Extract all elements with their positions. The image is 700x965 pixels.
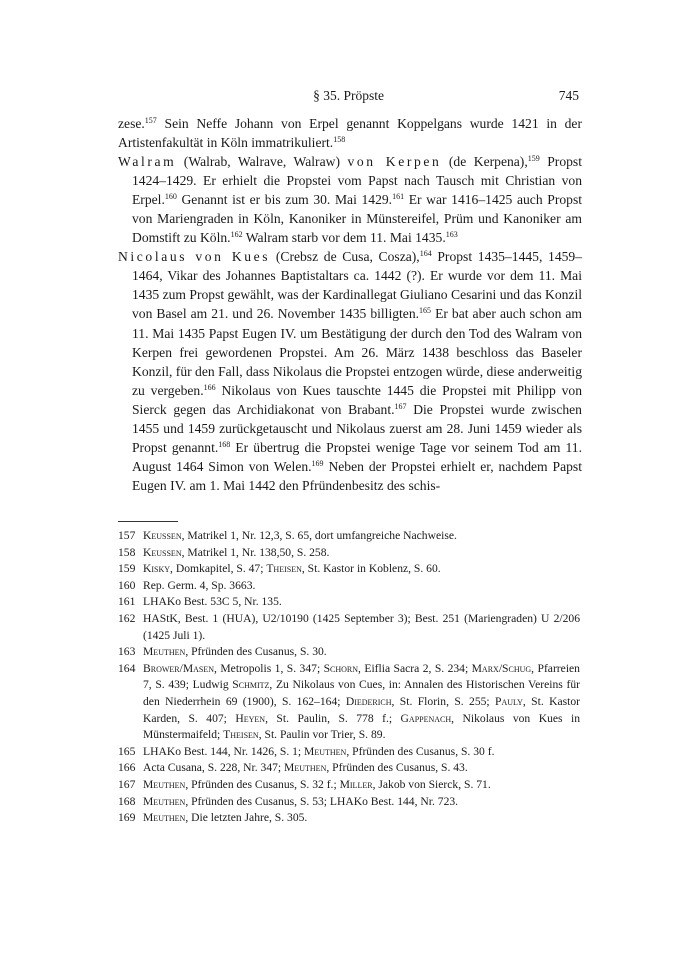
- paragraph-continuation: zese.$^{157}$ Sein Neffe Johann von Erpel genannt Koppelgans wurde 1421 in der Artistenfakultät in Köln immatrikuliert.$^{158}$: [118, 116, 582, 151]
- footnote-number: 166: [118, 761, 136, 775]
- running-header: [118, 88, 579, 108]
- footnote-number: 158: [118, 545, 136, 559]
- footnote-text: Meuthen, Die letzten Jahre, S. 305.: [143, 811, 308, 825]
- footnote-text: Kisky, Domkapitel, S. 47; Theisen, St. Kastor in Koblenz, S. 60.: [143, 562, 441, 576]
- footnote-text: Meuthen, Pfründen des Cusanus, S. 53; LHAKo Best. 144, Nr. 723.: [143, 794, 459, 808]
- footnote-number: 165: [118, 744, 136, 758]
- footnote-text: Meuthen, Pfründen des Cusanus, S. 32 f.; Miller, Jakob von Sierck, S. 71.: [143, 777, 491, 791]
- footnote-number: 159: [118, 562, 136, 576]
- footnote-ref: 160: [164, 192, 177, 202]
- footnote: [118, 661, 580, 744]
- footnote-rule: [118, 521, 178, 522]
- footnote-ref: 168: [218, 439, 231, 449]
- footnote-ref: 159: [527, 154, 540, 164]
- footnote-text: Keussen, Matrikel 1, Nr. 12,3, S. 65, dort umfangreiche Nachweise.: [143, 529, 457, 542]
- footnote: [118, 545, 580, 562]
- footnote-ref: 166: [203, 382, 216, 392]
- footnote-text: Keussen, Matrikel 1, Nr. 138,50, S. 258.: [143, 545, 330, 559]
- footnote-ref: 161: [392, 192, 405, 202]
- footnote-number: 169: [118, 811, 136, 825]
- entry-walram: Walram (Walrab, Walrave, Walraw) von Kerpen (de Kerpena),$^{159}$ Propst 1424–1429. Er erhielt die Propstei vom Papst nach Tausch mit Christian von Erpel.$^{160}$ Genannt ist er bis zum 30. Mai 1429.$^{161}$ Er war 1416–1425 auch Propst von Mariengraden in Köln, Kanoniker in Münstereifel, Prüm und Kanoniker am Domstift zu Köln.$^{162}$ Walram starb vor dem 11. Mai 1435.$^{163}$: [118, 154, 583, 246]
- footnote-text: Acta Cusana, S. 228, Nr. 347; Meuthen, Pfründen des Cusanus, S. 43.: [143, 761, 468, 775]
- entry-nicolaus: Nicolaus von Kues (Crebsz de Cusa, Cosza),$^{164}$ Propst 1435–1445, 1459–1464, Vikar des Johannes Baptistaltars ca. 1442 (?). Er wurde vor dem 11. Mai 1435 zum Propst gewählt, was der Kardinallegat Giuliano Cesarini und das Konzil von Basel am 21. und 26. November 1435 billigten.$^{165}$ Er bat aber auch schon am 11. Mai 1435 Papst Eugen IV. um Bestätigung der durch den Tod des Walram von Kerpen frei gewordenen Propstei. Am 26. März 1438 beschloss das Baseler Konzil, für den Fall, dass Nikolaus die Propstei entzogen würde, diese anderweitig zu vergeben.$^{166}$ Nikolaus von Kues tauschte 1445 die Propstei mit Philipp von Sierck gegen das Archidiakonat von Brabant.$^{167}$ Die Propstei wurde zwischen 1455 und 1459 zurückgetauscht und Nikolaus zuerst am 28. Juni 1459 wieder als Propst genannt.$^{168}$ Er übertrug die Propstei wenige Tage vor seinem Tod am 11. August 1464 Simon von Welen.$^{169}$ Neben der Propstei erhielt er, nachdem Papst Eugen IV. am 1. Mai 1442 den Pfründenbesitz des schis-: [118, 249, 583, 493]
- footnote-number: 157: [118, 529, 136, 542]
- page-number: 745: [558, 88, 579, 103]
- footnote: [118, 594, 580, 611]
- footnote: [118, 528, 580, 545]
- footnotes: [118, 528, 580, 827]
- footnote-text: Brower/Masen, Metropolis 1, S. 347; Schorn, Eiflia Sacra 2, S. 234; Marx/Schug, Pfarreien 7, S. 439; Ludwig Schmitz, Zu Nikolaus von Cues, in: Annalen des Historischen Vereins für den Niederrhein 69 (1900), S. 162–164; Diederich, St. Florin, S. 255; Pauly, St. Kastor Karden, S. 407; Heyen, St. Paulin, S. 778 f.; Gappenach, Nikolaus von Kues in Münstermaifeld; Theisen, St. Paulin vor Trier, S. 89.: [143, 661, 580, 742]
- footnote-ref: 167: [394, 401, 407, 411]
- footnote-ref: 164: [419, 249, 432, 259]
- person-surname: von Kerpen: [347, 154, 442, 170]
- main-text: [118, 114, 582, 495]
- footnote: [118, 777, 580, 794]
- footnote-ref: 165: [419, 306, 432, 316]
- footnote-text: Rep. Germ. 4, Sp. 3663.: [143, 578, 256, 592]
- person-name: Walram: [118, 154, 177, 170]
- running-title: § 35. Pröpste: [313, 88, 384, 103]
- footnote-ref: 163: [445, 230, 458, 240]
- footnote: [118, 744, 580, 761]
- footnote-number: 162: [118, 611, 136, 625]
- footnote: [118, 578, 580, 595]
- footnote-number: 160: [118, 578, 136, 592]
- footnote-number: 168: [118, 794, 136, 808]
- footnote: [118, 561, 580, 578]
- footnote-number: 163: [118, 645, 136, 659]
- footnote: [118, 644, 580, 661]
- footnote-text: LHAKo Best. 144, Nr. 1426, S. 1; Meuthen, Pfründen des Cusanus, S. 30 f.: [143, 744, 495, 758]
- footnote-text: HAStK, Best. 1 (HUA), U2/10190 (1425 September 3); Best. 251 (Mariengraden) U 2/206 (1425 Juli 1).: [143, 611, 580, 642]
- footnote: [118, 810, 580, 827]
- footnote-number: 164: [118, 661, 136, 675]
- person-name: Nicolaus von Kues: [118, 249, 271, 265]
- footnote-number: 161: [118, 595, 136, 609]
- footnote-ref: 162: [230, 230, 243, 240]
- footnote: [118, 760, 580, 777]
- footnote-text: Meuthen, Pfründen des Cusanus, S. 30.: [143, 645, 327, 659]
- footnote: [118, 611, 580, 644]
- footnote-ref: 169: [311, 458, 324, 468]
- footnote-number: 167: [118, 777, 136, 791]
- footnote-text: LHAKo Best. 53C 5, Nr. 135.: [143, 595, 282, 609]
- footnote-ref: 157: [144, 116, 157, 125]
- footnote: [118, 794, 580, 811]
- footnote-ref: 158: [333, 135, 346, 145]
